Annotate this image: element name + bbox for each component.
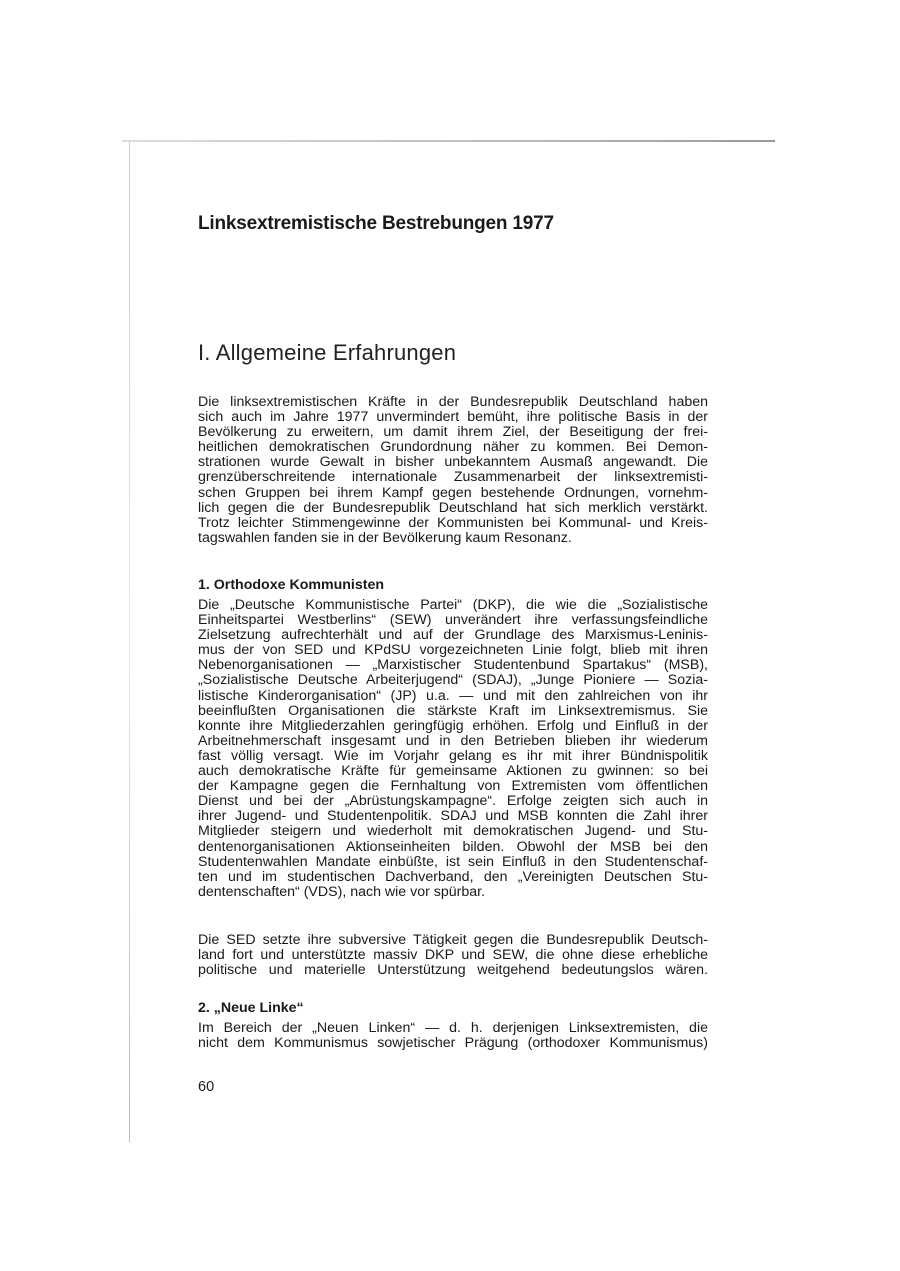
paragraph-sed [198, 933, 708, 978]
text-line: konnte ihre Mitgliederzahlen geringfügig erhöhen. Erfolg und Einfluß in der [198, 717, 708, 734]
text-line: Zielsetzung aufrechterhält und auf der Grundlage des Marxismus-Leninis- [198, 627, 708, 644]
text-line: Die SED setzte ihre subversive Tätigkeit gegen die Bundesrepublik Deutsch- [198, 932, 708, 948]
text-line: strationen wurde Gewalt in bisher unbekanntem Ausmaß angewandt. Die [198, 454, 708, 471]
text-line: schen Gruppen bei ihrem Kampf gegen bestehende Ordnungen, vornehm- [198, 484, 708, 501]
text-line: Studentenwahlen Mandate einbüßte, ist sein Einfluß in den Studentenschaf- [198, 853, 708, 870]
page-number: 60 [198, 1079, 215, 1095]
paragraph-new-left [198, 1021, 708, 1051]
subheading-orthodox-communists: 1. Orthodoxe Kommunisten [198, 577, 385, 593]
text-line: heitlichen demokratischen Grundordnung näher zu kommen. Bei Demon- [198, 439, 708, 456]
text-line: Arbeitnehmerschaft insgesamt und in den Betrieben blieben ihr wiederum [198, 732, 708, 749]
text-line: fast völlig versagt. Wie im Vorjahr gelang es ihr mit ihrer Bündnispolitik [198, 747, 708, 764]
text-line: der Kampagne gegen die Fernhaltung von Extremisten vom öffentlichen [198, 778, 708, 795]
page-title: Linksextremistische Bestrebungen 1977 [198, 213, 554, 234]
text-line: Im Bereich der „Neuen Linken“ — d. h. derjenigen Linksextremisten, die [198, 1020, 708, 1036]
text-line: nicht dem Kommunismus sowjetischer Prägung (orthodoxer Kommunismus) [198, 1035, 708, 1052]
text-line: politische und materielle Unterstützung weitgehend bedeutungslos wären. [198, 962, 708, 979]
text-line: land fort und unterstützte massiv DKP und SEW, die ohne diese erhebliche [198, 947, 708, 964]
text-line: Einheitspartei Westberlins“ (SEW) unverändert ihre verfassungsfeindliche [198, 612, 708, 629]
subheading-new-left: 2. „Neue Linke“ [198, 1000, 304, 1016]
text-line: Bevölkerung zu erweitern, um damit ihrem Ziel, der Beseitigung der frei- [198, 424, 708, 441]
text-line: sich auch im Jahre 1977 unvermindert bemüht, ihre politische Basis in der [198, 409, 708, 426]
text-line: Die linksextremistischen Kräfte in der Bundesrepublik Deutschland haben [198, 394, 708, 410]
paragraph-orthodox-communists [198, 598, 708, 900]
text-line: beeinflußten Organisationen die stärkste Kraft im Linksextremismus. Sie [198, 702, 708, 719]
text-line: lich gegen die der Bundesrepublik Deutschland hat sich merklich verstärkt. [198, 499, 708, 516]
text-line: tagswahlen fanden sie in der Bevölkerung kaum Resonanz. [198, 529, 572, 546]
text-line: auch demokratische Kräfte für gemeinsame Aktionen zu gwinnen: so bei [198, 763, 708, 780]
text-line: listische Kinderorganisation“ (JP) u.a. — und mit den zahlreichen von ihr [198, 687, 708, 704]
text-line: „Sozialistische Deutsche Arbeiterjugend“ (SDAJ), „Junge Pioniere — Sozia- [198, 672, 708, 689]
text-line: ihrer Jugend- und Studentenpolitik. SDAJ und MSB konnten die Zahl ihrer [198, 808, 708, 825]
text-line: dentenorganisationen Aktionseinheiten bilden. Obwohl der MSB bei den [198, 838, 708, 855]
text-line: Nebenorganisationen — „Marxistischer Studentenbund Spartakus“ (MSB), [198, 657, 708, 674]
paragraph-intro [198, 395, 708, 546]
text-line: grenzüberschreitende internationale Zusammenarbeit der linksextremisti- [198, 469, 708, 486]
text-line: ten und im studentischen Dachverband, den „Vereinigten Deutschen Stu- [198, 868, 708, 885]
scan-edge-top [122, 140, 775, 142]
text-line: mus der von SED und KPdSU vorgezeichneten Linie folgt, blieb mit ihren [198, 642, 708, 659]
text-line: Dienst und bei der „Abrüstungskampagne“. Erfolge zeigten sich auch in [198, 793, 708, 810]
section-heading: I. Allgemeine Erfahrungen [198, 340, 457, 365]
text-line: Trotz leichter Stimmengewinne der Kommunisten bei Kommunal- und Kreis- [198, 514, 708, 531]
text-line: Die „Deutsche Kommunistische Partei“ (DKP), die wie die „Sozialistische [198, 597, 708, 613]
text-line: Mitglieder steigern und wiederholt mit demokratischen Jugend- und Stu- [198, 823, 708, 840]
scan-edge-left [129, 142, 130, 1142]
text-line: dentenschaften“ (VDS), nach wie vor spürbar. [198, 883, 486, 900]
